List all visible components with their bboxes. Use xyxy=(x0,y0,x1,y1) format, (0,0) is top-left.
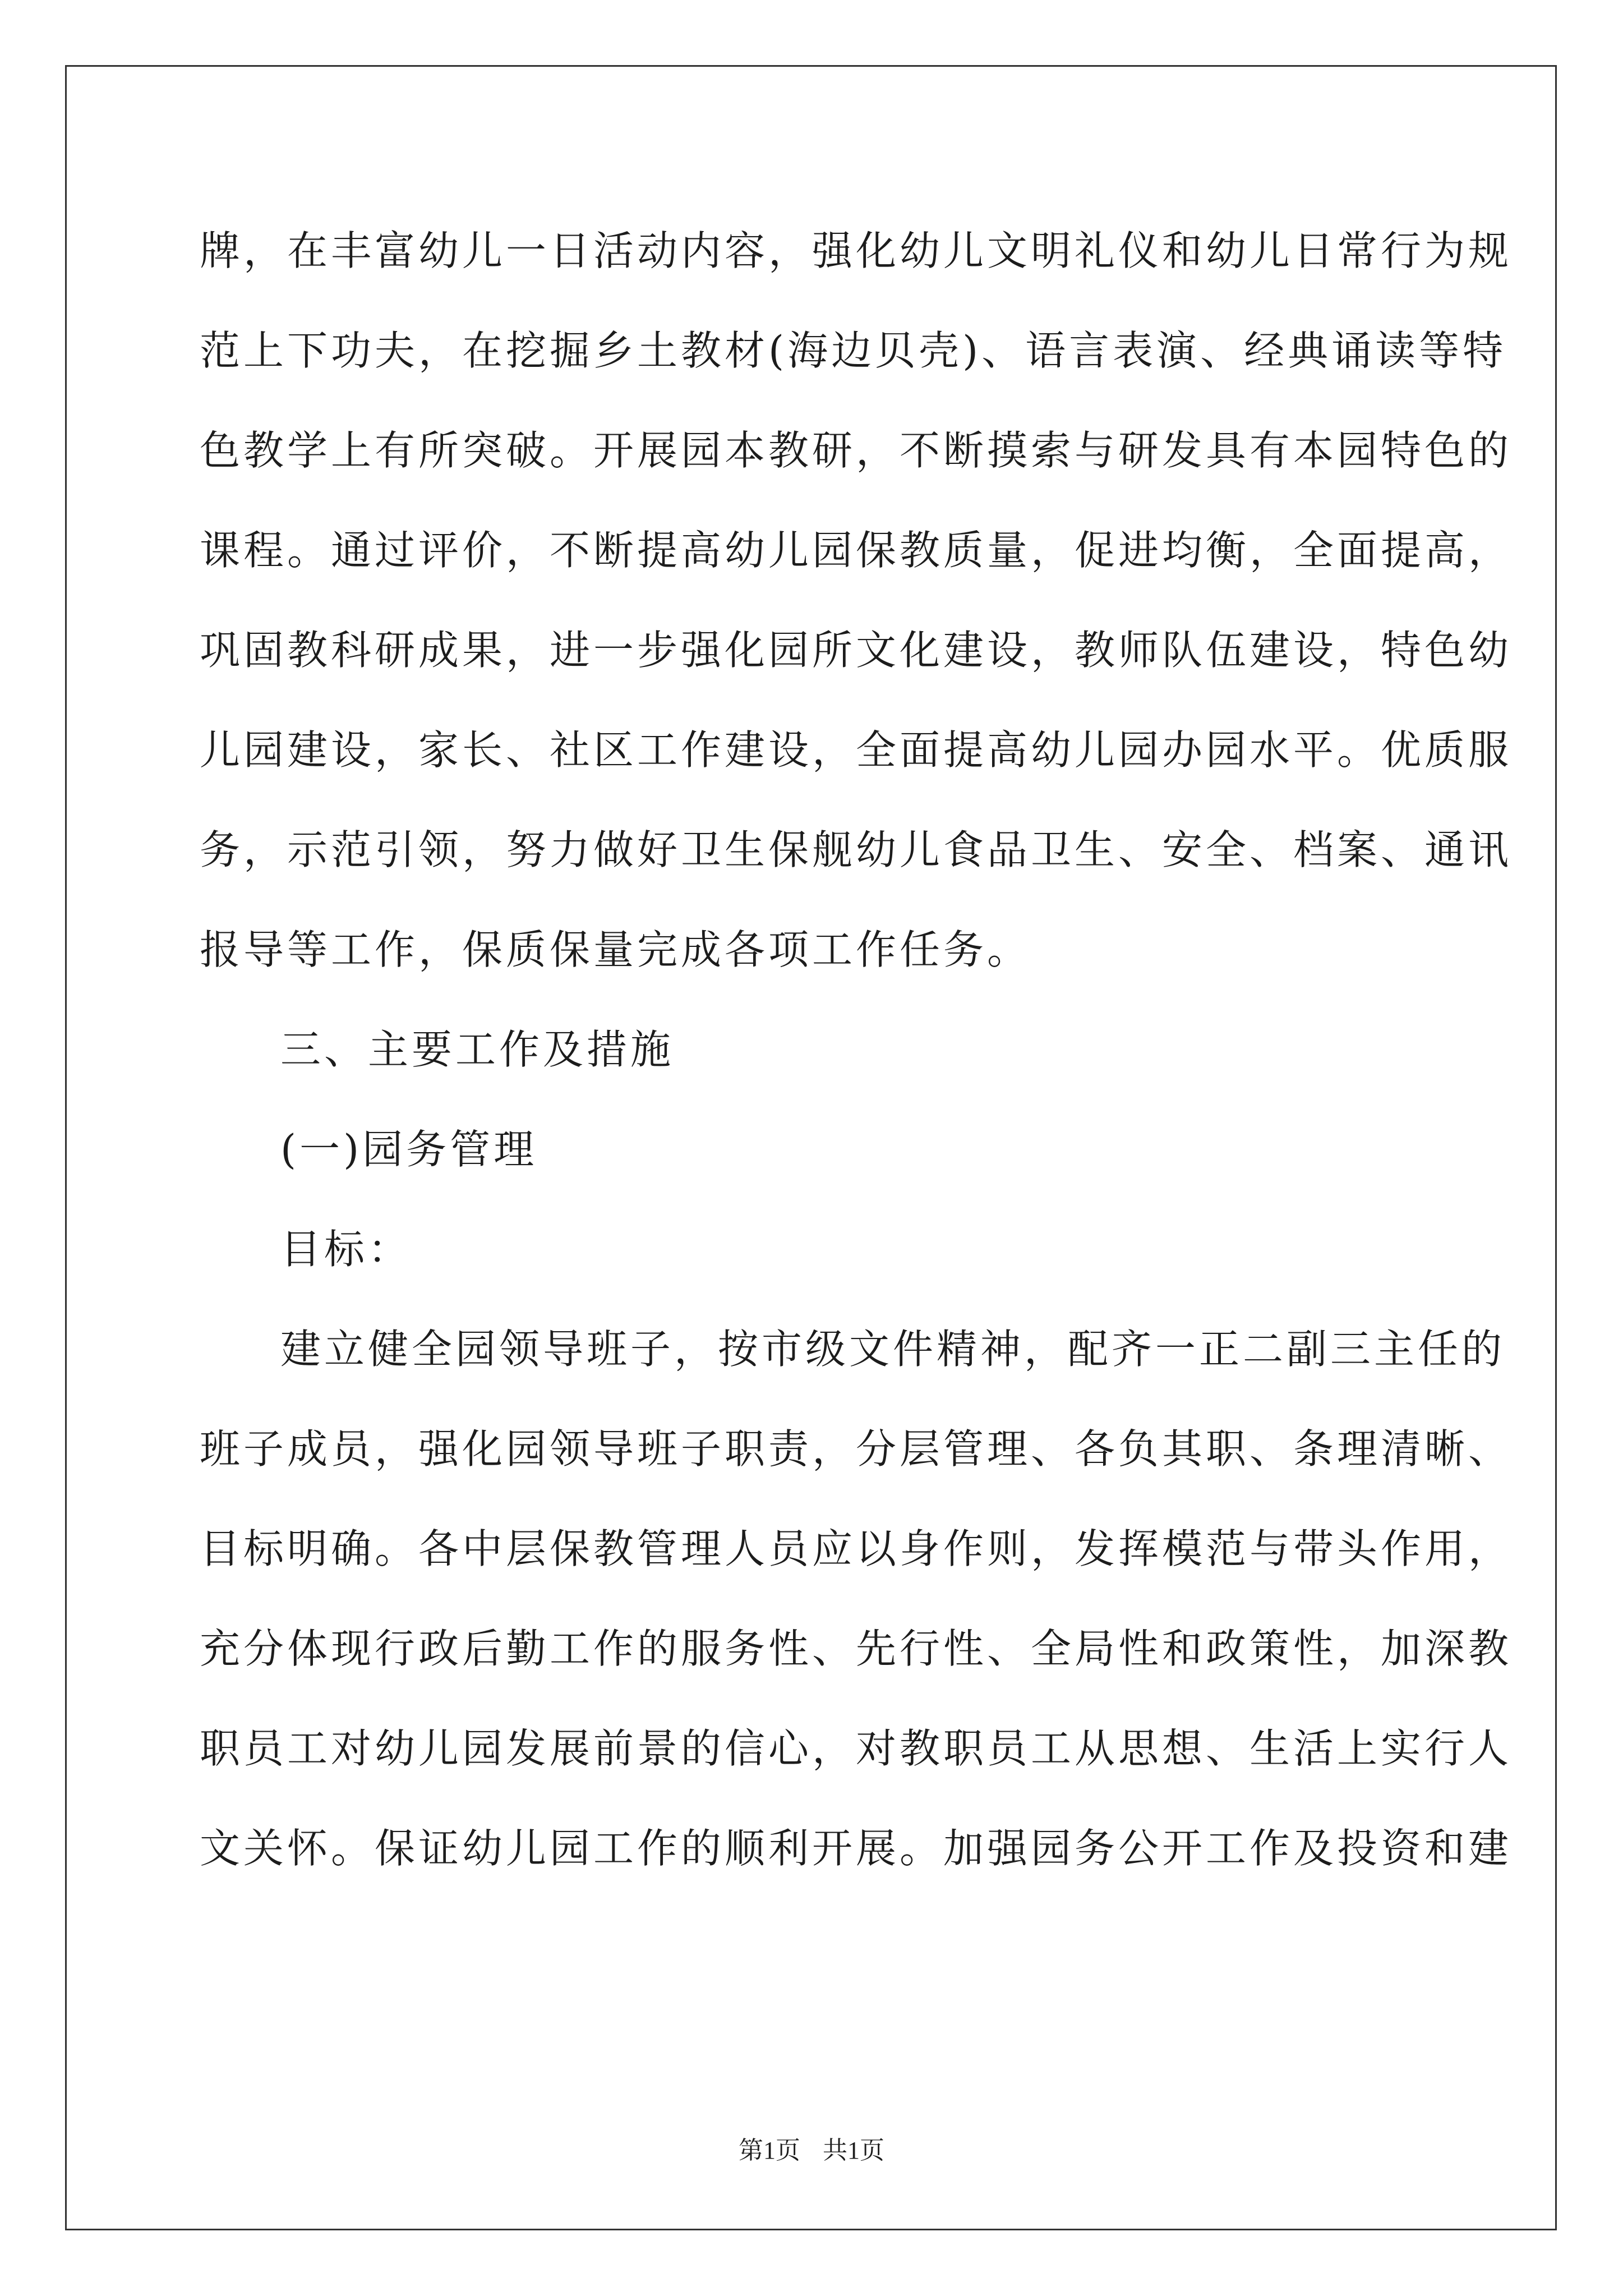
body-line: 范上下功夫，在挖掘乡土教材(海边贝壳)、语言表演、经典诵读等特 xyxy=(200,327,1507,374)
body-line: 目标明确。各中层保教管理人员应以身作则，发挥模范与带头作用， xyxy=(200,1525,1513,1572)
subsection-heading: (一)园务管理 xyxy=(280,1126,538,1173)
page-footer xyxy=(0,2135,1623,2166)
goal-label: 目标： xyxy=(280,1226,412,1273)
body-line: 儿园建设，家长、社区工作建设，全面提高幼儿园办园水平。优质服 xyxy=(200,726,1513,774)
body-line: 充分体现行政后勤工作的服务性、先行性、全局性和政策性，加深教 xyxy=(200,1625,1513,1672)
body-line: 务，示范引领，努力做好卫生保舰幼儿食品卫生、安全、档案、通讯 xyxy=(200,826,1513,873)
body-line: 色教学上有所突破。开展园本教研，不断摸索与研发具有本园特色的 xyxy=(200,427,1513,474)
body-line: 班子成员，强化园领导班子职责，分层管理、各负其职、条理清晰、 xyxy=(200,1425,1513,1473)
body-line: 巩固教科研成果，进一步强化园所文化建设，教师队伍建设，特色幼 xyxy=(200,627,1513,674)
body-line: 课程。通过评价，不断提高幼儿园保教质量，促进均衡，全面提高， xyxy=(200,527,1513,574)
body-line: 建立健全园领导班子，按市级文件精神，配齐一正二副三主任的 xyxy=(280,1326,1506,1373)
body-line: 职员工对幼儿园发展前景的信心，对教职员工从思想、生活上实行人 xyxy=(200,1725,1513,1772)
section-heading: 三、主要工作及措施 xyxy=(280,1026,675,1073)
body-line: 牌，在丰富幼儿一日活动内容，强化幼儿文明礼仪和幼儿日常行为规 xyxy=(200,227,1513,274)
page-total: 共1页 xyxy=(823,2137,884,2164)
page-number: 第1页 xyxy=(739,2137,800,2164)
body-line: 文关怀。保证幼儿园工作的顺利开展。加强园务公开工作及投资和建 xyxy=(200,1825,1513,1872)
body-line: 报导等工作，保质保量完成各项工作任务。 xyxy=(200,926,1031,973)
